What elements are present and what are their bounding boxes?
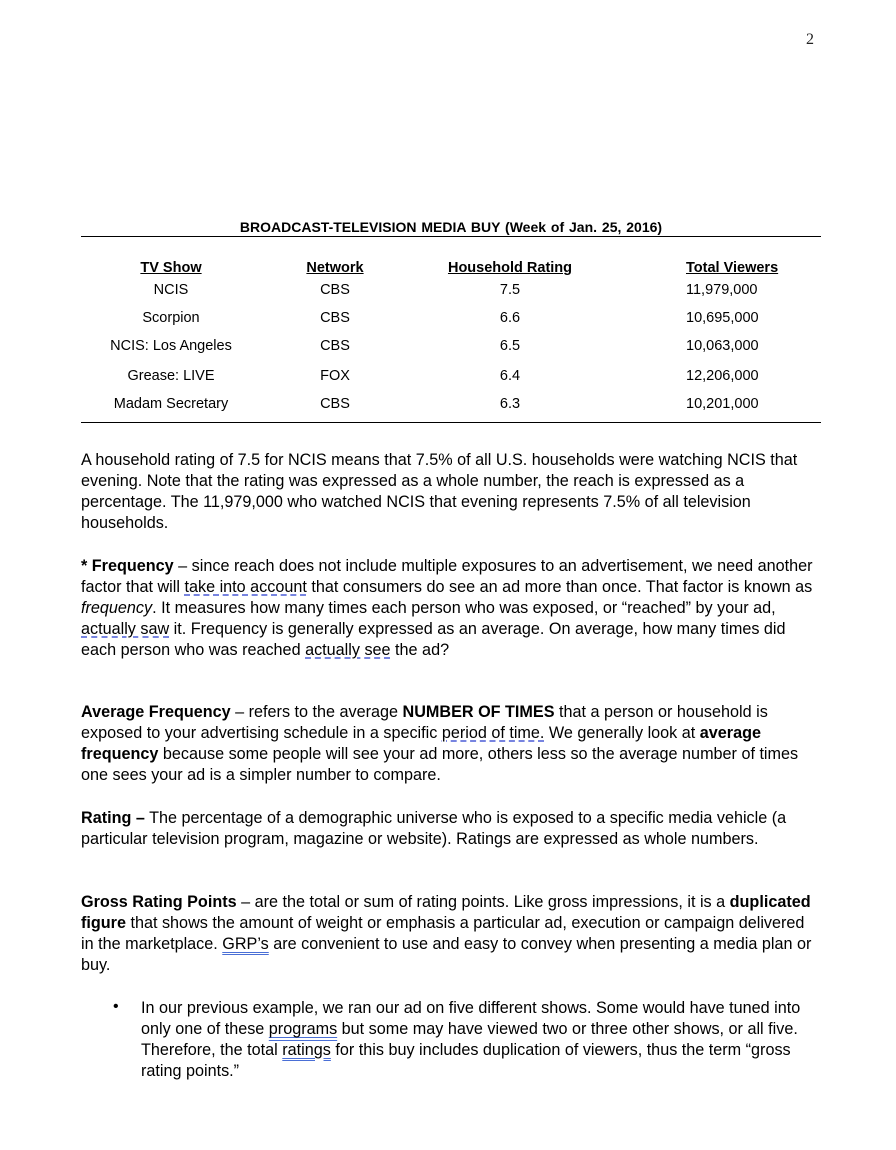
rating-explanation-paragraph: A household rating of 7.5 for NCIS means that 7.5% of all U.S. households were watching NCIS that evening. Note that the rating was expressed as a whole number, the reach is expressed as a percentage. The 11,979,000 who watched NCIS that evening represents 7.5% of all television households.	[81, 451, 798, 532]
col-header-total-viewers: Total Viewers	[686, 260, 779, 276]
table-cell-rating: 6.5	[499, 338, 521, 354]
col-header-household-rating: Household Rating	[447, 260, 573, 276]
grp-paragraph: Gross Rating Points – are the total or sum of rating points. Like gross impressions, it is a duplicated figure that shows the amount of weight or emphasis a particular ad, execution or campaign delivered in the marketplace. GRP’s are convenient to use and easy to convey when presenting a media plan or buy.	[81, 893, 812, 974]
table-cell-show: Grease: LIVE	[127, 368, 215, 384]
spelling-flag: GRP’s	[222, 934, 269, 953]
table-cell-show: Madam Secretary	[113, 396, 229, 412]
page-number: 2	[806, 31, 814, 48]
table-cell-network: CBS	[320, 310, 350, 326]
col-header-network: Network	[306, 260, 364, 276]
table-cell-show: NCIS: Los Angeles	[110, 338, 232, 354]
table-cell-rating: 7.5	[499, 282, 521, 298]
table-cell-show: Scorpion	[142, 310, 200, 326]
table-cell-viewers: 10,063,000	[686, 338, 759, 354]
grammar-flag: actually see	[305, 640, 391, 659]
table-top-rule	[81, 236, 821, 237]
spelling-flag: ratings	[282, 1040, 331, 1059]
table-cell-viewers: 10,695,000	[686, 310, 759, 326]
table-cell-show: NCIS	[153, 282, 189, 298]
bullet-item: In our previous example, we ran our ad on five different shows. Some would have tuned into only one of these programs but some may have viewed two or three other shows, or all five. Therefore, the total ratings for this buy includes duplication of viewers, thus the term “gross rating points.”	[141, 999, 801, 1080]
spelling-flag: programs	[268, 1019, 338, 1038]
table-cell-network: CBS	[320, 338, 350, 354]
grammar-flag: actually saw	[81, 619, 170, 638]
rating-term: Rating –	[81, 809, 145, 827]
table-cell-network: FOX	[320, 368, 350, 384]
table-cell-viewers: 12,206,000	[686, 368, 759, 384]
bullet-icon: •	[113, 998, 119, 1015]
table-bottom-rule	[81, 422, 821, 423]
frequency-emphasis: frequency	[81, 598, 153, 617]
table-cell-network: CBS	[320, 396, 350, 412]
rating-definition-paragraph: Rating – The percentage of a demographic universe who is exposed to a specific media vehicle (a particular television program, magazine or website). Ratings are expressed as whole numbers.	[81, 809, 787, 848]
table-cell-rating: 6.3	[499, 396, 521, 412]
frequency-term: * Frequency	[81, 557, 174, 575]
grp-term: Gross Rating Points	[81, 893, 237, 911]
table-cell-network: CBS	[320, 282, 350, 298]
average-frequency-paragraph: Average Frequency – refers to the average NUMBER OF TIMES that a person or household is exposed to your advertising schedule in a specific period of time. We generally look at average frequency because some people will see your ad more, others less so the average number of times one sees your ad is a simpler number to compare.	[81, 703, 799, 784]
table-cell-viewers: 10,201,000	[686, 396, 759, 412]
col-header-tv-show: TV Show	[140, 260, 202, 276]
table-title: BROADCAST-TELEVISION MEDIA BUY (Week of Jan. 25, 2016)	[239, 219, 663, 235]
average-frequency-term: Average Frequency	[81, 703, 231, 721]
table-cell-viewers: 11,979,000	[686, 282, 758, 298]
frequency-paragraph: * Frequency – since reach does not include multiple exposures to an advertisement, we need another factor that will take into account that consumers do see an ad more than once. That factor is known as frequency. It measures how many times each person who was exposed, or “reached” by your ad, actually saw it. Frequency is generally expressed as an average. On average, how many times did each person who was reached actually see the ad?	[81, 557, 813, 659]
grammar-flag: period of time.	[441, 723, 545, 742]
table-cell-rating: 6.4	[499, 368, 521, 384]
grammar-flag: take into account	[184, 577, 307, 596]
table-cell-rating: 6.6	[499, 310, 521, 326]
